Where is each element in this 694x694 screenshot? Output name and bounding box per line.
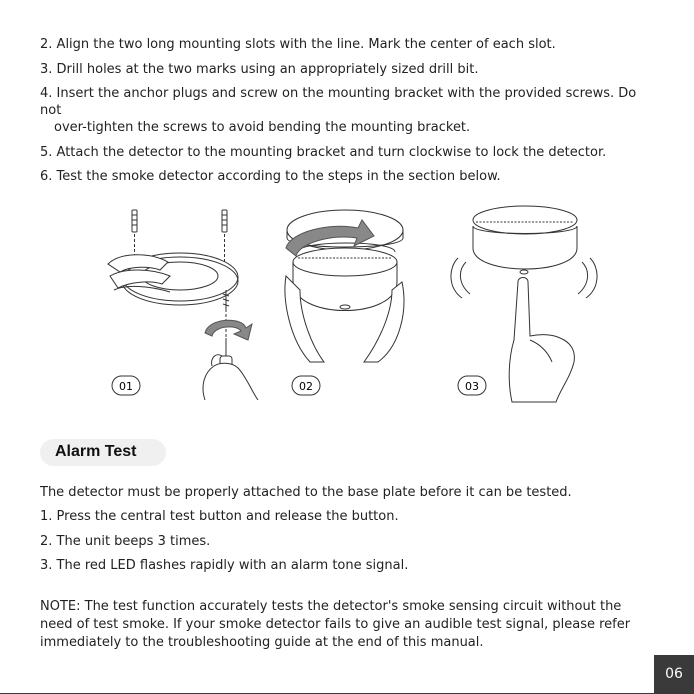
install-step-4-continuation: over-tighten the screws to avoid bending the mounting bracket. [54, 120, 471, 135]
alarm-test-steps [40, 508, 660, 582]
rotate-arrow-icon [205, 320, 252, 340]
figure-label-01 [112, 376, 140, 395]
alarm-test-step-1: 1. Press the central test button and release the button. [40, 509, 399, 524]
install-step-2: 2. Align the two long mounting slots with the line. Mark the center of each slot. [40, 37, 556, 52]
install-steps [40, 36, 660, 193]
anchor-plug-icon [132, 210, 137, 262]
install-step-5: 5. Attach the detector to the mounting bracket and turn clockwise to lock the detector. [40, 144, 607, 160]
figure-label-02 [292, 376, 320, 395]
svg-text:01: 01 [119, 380, 133, 393]
alarm-test-intro: The detector must be properly attached to the base plate before it can be tested. [40, 485, 572, 500]
installation-illustrations [0, 195, 694, 410]
alarm-test-step-3: 3. The red LED flashes rapidly with an alarm tone signal. [40, 558, 409, 573]
figure-03-test-button [451, 206, 597, 402]
install-step-4: 4. Insert the anchor plugs and screw on the mounting bracket with the provided screws. Do not over-tighten the screws to avoid bending the mounting bracket. [40, 85, 660, 136]
install-step-3: 3. Drill holes at the two marks using an appropriately sized drill bit. [40, 61, 479, 77]
svg-text:02: 02 [299, 380, 313, 393]
anchor-plug-icon [222, 210, 227, 262]
figure-01-mount-bracket [108, 210, 258, 400]
install-step-6: 6. Test the smoke detector according to the steps in the section below. [40, 169, 501, 184]
alarm-test-heading-pill [40, 439, 166, 466]
page-number: 06 [654, 655, 694, 694]
screw-icon [223, 290, 229, 344]
figure-02-attach-detector [285, 210, 404, 362]
figure-label-03 [458, 376, 486, 395]
note-text: NOTE: The test function accurately tests the detector's smoke sensing circuit without the need of test smoke. If your smoke detector fails to give an audible test signal, please refer immediately to the troubleshooting guide at the end of this manual. [40, 599, 631, 650]
svg-text:03: 03 [465, 380, 479, 393]
alarm-test-step-2: 2. The unit beeps 3 times. [40, 533, 211, 549]
alarm-test-heading: Alarm Test [55, 443, 137, 460]
